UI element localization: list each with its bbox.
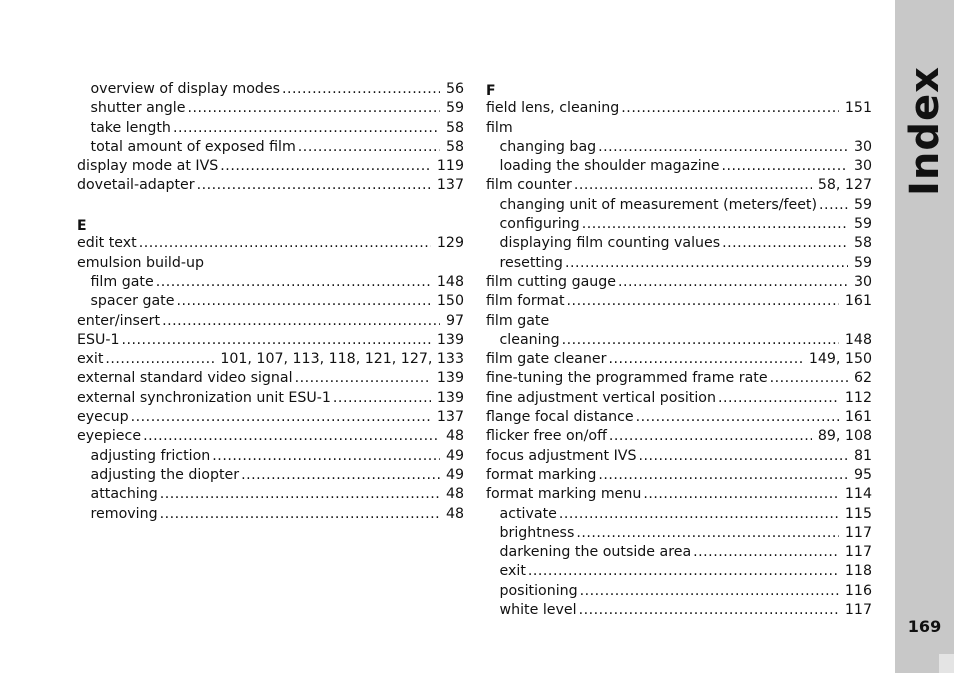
spacer	[77, 196, 464, 215]
page-reference: 117	[844, 602, 872, 619]
index-term: resetting	[499, 254, 563, 271]
index-term: loading the shoulder magazine	[499, 158, 720, 175]
index-subentry	[486, 543, 872, 562]
index-subentry	[486, 524, 872, 543]
index-entry	[77, 427, 464, 446]
page-reference: 161	[844, 293, 872, 310]
dot-leader	[567, 292, 839, 311]
corner-tab	[939, 654, 954, 673]
index-subentry	[77, 505, 464, 524]
page-reference: 114	[844, 486, 872, 503]
index-term: enter/insert	[77, 312, 161, 329]
index-term: format marking menu	[486, 486, 642, 503]
page-reference: 56	[445, 81, 464, 97]
index-subentry	[486, 196, 872, 215]
page-reference: 150	[436, 293, 464, 310]
dot-leader	[528, 562, 839, 581]
index-term: eyecup	[77, 409, 129, 426]
letter-heading: F	[486, 83, 496, 99]
page-reference: 49	[445, 466, 464, 483]
index-term: fine adjustment vertical position	[486, 389, 716, 406]
index-entry	[486, 99, 872, 118]
dot-leader	[638, 447, 847, 466]
dot-leader	[187, 99, 440, 118]
index-entry	[486, 447, 872, 466]
index-term: ESU-1	[77, 331, 120, 348]
index-term: film format	[486, 293, 565, 310]
page-number: 169	[907, 617, 942, 636]
page-reference: 30	[853, 273, 872, 290]
index-entry	[77, 331, 464, 350]
index-term: focus adjustment IVS	[486, 447, 637, 464]
page-reference: 117	[844, 544, 872, 561]
dot-leader	[176, 292, 430, 311]
page-reference: 48	[445, 486, 464, 503]
dot-leader	[162, 312, 440, 331]
index-term: film cutting gauge	[486, 273, 617, 290]
index-entry	[486, 119, 872, 138]
index-subentry	[486, 562, 872, 581]
index-entry	[486, 485, 872, 504]
page-reference: 58	[853, 235, 872, 252]
index-entry	[486, 350, 872, 369]
index-term: format marking	[486, 466, 597, 483]
index-entry	[77, 350, 464, 369]
page-reference: 81	[853, 447, 872, 464]
index-term: brightness	[499, 524, 575, 541]
page-reference: 139	[436, 331, 464, 348]
page-reference: 148	[844, 331, 872, 348]
index-subentry	[77, 485, 464, 504]
page-reference: 59	[853, 254, 872, 271]
index-term: adjusting friction	[90, 447, 211, 464]
index-entry	[486, 369, 872, 388]
page-reference: 48	[445, 505, 464, 522]
page-reference: 161	[844, 409, 872, 426]
index-subentry	[77, 466, 464, 485]
dot-leader	[722, 234, 848, 253]
index-term: removing	[90, 505, 158, 522]
page-reference: 116	[844, 582, 872, 599]
dot-leader	[608, 350, 802, 369]
index-term: film	[486, 119, 513, 136]
index-entry	[486, 427, 872, 446]
dot-leader	[582, 215, 848, 234]
page-reference: 149, 150	[808, 351, 872, 368]
page-reference: 115	[844, 505, 872, 522]
page-reference: 58	[445, 119, 464, 136]
index-entry	[77, 157, 464, 176]
dot-leader	[565, 254, 848, 273]
index-subentry	[486, 331, 872, 350]
index-term: fine-tuning the programmed frame rate	[486, 370, 768, 387]
index-subentry	[486, 505, 872, 524]
index-term: darkening the outside area	[499, 544, 692, 561]
sidebar-title	[895, 66, 954, 196]
index-entry	[486, 273, 872, 292]
index-term: take length	[90, 119, 171, 136]
dot-leader	[282, 80, 440, 99]
index-term: activate	[499, 505, 557, 522]
page-reference: 97	[445, 312, 464, 329]
index-subentry	[486, 601, 872, 620]
index-term: film gate	[90, 273, 154, 290]
index-subentry	[486, 138, 872, 157]
index-subentry	[77, 138, 464, 157]
page-reference: 139	[436, 389, 464, 406]
dot-leader	[156, 273, 431, 292]
index-entry	[486, 408, 872, 427]
page-reference: 30	[853, 138, 872, 155]
page-reference: 59	[853, 216, 872, 233]
index-subentry	[77, 99, 464, 118]
index-term: eyepiece	[77, 428, 142, 445]
index-term: positioning	[499, 582, 578, 599]
dot-leader	[173, 119, 440, 138]
dot-leader	[131, 408, 431, 427]
page-reference: 137	[436, 177, 464, 194]
page-reference: 118	[844, 563, 872, 580]
dot-leader	[562, 331, 839, 350]
index-term: changing bag	[499, 138, 597, 155]
index-term: total amount of exposed film	[90, 138, 296, 155]
index-entry	[77, 369, 464, 388]
index-subentry	[77, 80, 464, 99]
dot-leader	[212, 447, 440, 466]
dot-leader	[298, 138, 440, 157]
index-entry	[486, 292, 872, 311]
index-sidebar	[895, 0, 954, 673]
dot-leader	[197, 176, 431, 195]
index-term: film gate	[486, 312, 550, 329]
letter-heading: E	[77, 218, 87, 235]
dot-leader	[139, 234, 431, 253]
index-term: changing unit of measurement (meters/feet)	[499, 196, 818, 213]
index-term: field lens, cleaning	[486, 100, 620, 117]
index-entry	[77, 408, 464, 427]
index-term: dovetail-adapter	[77, 177, 195, 194]
page-reference: 139	[436, 370, 464, 387]
index-term: cleaning	[499, 331, 560, 348]
index-term: adjusting the diopter	[90, 466, 240, 483]
index-term: external synchronization unit ESU-1	[77, 389, 331, 406]
index-term: emulsion build-up	[77, 254, 205, 271]
index-subentry	[486, 215, 872, 234]
page-reference: 58, 127	[817, 177, 872, 194]
dot-leader	[574, 176, 812, 195]
dot-leader	[579, 601, 839, 620]
index-term: spacer gate	[90, 293, 175, 310]
dot-leader	[105, 350, 214, 369]
index-subentry	[77, 447, 464, 466]
dot-leader	[721, 157, 847, 176]
dot-leader	[770, 369, 848, 388]
index-term: external standard video signal	[77, 370, 293, 387]
index-subentry	[486, 234, 872, 253]
dot-leader	[621, 99, 839, 118]
dot-leader	[580, 582, 839, 601]
page-reference: 117	[844, 524, 872, 541]
page-reference: 119	[436, 158, 464, 175]
index-term: displaying film counting values	[499, 235, 721, 252]
index-term: flange focal distance	[486, 409, 634, 426]
index-term: edit text	[77, 235, 137, 252]
index-subentry	[77, 119, 464, 138]
index-entry	[77, 312, 464, 331]
index-entry	[486, 176, 872, 195]
dot-leader	[122, 331, 431, 350]
index-term: exit	[77, 351, 104, 368]
page-reference: 62	[853, 370, 872, 387]
index-term: attaching	[90, 486, 158, 503]
sidebar-title-text: Index	[901, 66, 948, 196]
page-reference: 58	[445, 138, 464, 155]
index-column-right	[486, 80, 872, 620]
index-term: white level	[499, 602, 577, 619]
index-entry	[486, 312, 872, 331]
page-reference: 112	[844, 389, 872, 406]
index-entry	[77, 176, 464, 195]
index-subentry	[77, 292, 464, 311]
index-subentry	[486, 254, 872, 273]
index-column-left	[77, 80, 464, 524]
page-reference: 48	[445, 428, 464, 445]
dot-leader	[160, 485, 440, 504]
dot-leader	[295, 369, 431, 388]
page-reference: 59	[445, 100, 464, 117]
dot-leader	[609, 427, 812, 446]
index-subentry	[486, 157, 872, 176]
page-reference: 89, 108	[817, 428, 872, 445]
dot-leader	[559, 505, 839, 524]
dot-leader	[819, 196, 848, 215]
page-reference: 49	[445, 447, 464, 464]
page-reference: 148	[436, 273, 464, 290]
index-entry	[486, 389, 872, 408]
dot-leader	[636, 408, 839, 427]
page-reference: 59	[853, 196, 872, 213]
index-term: film gate cleaner	[486, 351, 607, 368]
page-reference: 151	[844, 100, 872, 117]
dot-leader	[618, 273, 848, 292]
dot-leader	[220, 157, 431, 176]
index-term: configuring	[499, 216, 580, 233]
index-term: flicker free on/off	[486, 428, 607, 445]
index-term: exit	[499, 563, 526, 580]
index-entry	[486, 466, 872, 485]
index-entry	[77, 389, 464, 408]
page-reference: 129	[436, 235, 464, 252]
index-entry	[77, 254, 464, 273]
dot-leader	[333, 389, 431, 408]
index-term: film counter	[486, 177, 572, 194]
dot-leader	[598, 466, 848, 485]
page-reference: 101, 107, 113, 118, 121, 127, 133	[220, 351, 464, 368]
dot-leader	[576, 524, 839, 543]
page-reference: 95	[853, 466, 872, 483]
dot-leader	[241, 466, 440, 485]
dot-leader	[143, 427, 440, 446]
index-subentry	[486, 582, 872, 601]
index-subentry	[77, 273, 464, 292]
index-entry	[77, 234, 464, 253]
page-reference: 137	[436, 409, 464, 426]
index-term: display mode at IVS	[77, 158, 219, 175]
dot-leader	[718, 389, 839, 408]
index-term: overview of display modes	[90, 81, 281, 97]
dot-leader	[693, 543, 839, 562]
dot-leader	[598, 138, 848, 157]
page-reference: 30	[853, 158, 872, 175]
index-term: shutter angle	[90, 100, 186, 117]
dot-leader	[160, 505, 440, 524]
dot-leader	[643, 485, 839, 504]
